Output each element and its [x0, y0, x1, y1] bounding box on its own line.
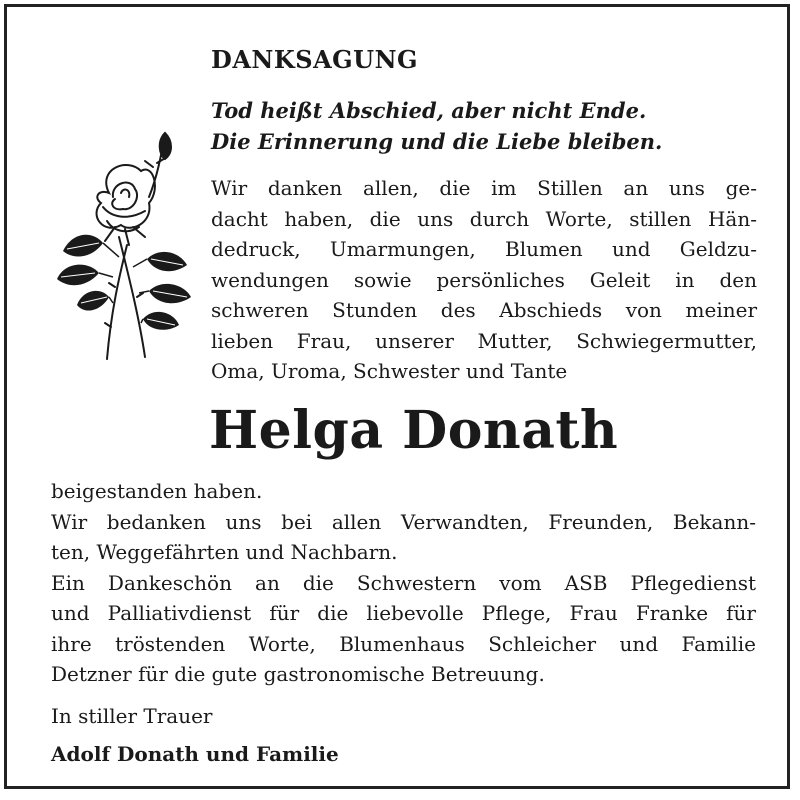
signature: Adolf Donath und Familie	[51, 742, 339, 766]
deceased-name: Helga Donath	[209, 400, 619, 461]
motto-line: Tod heißt Abschied, aber nicht Ende.	[211, 98, 647, 123]
motto	[211, 95, 662, 157]
obituary-notice	[4, 4, 790, 789]
intro-line: Oma, Uroma, Schwester und Tante	[211, 359, 568, 383]
body-line: ihre tröstenden Worte, Blumenhaus Schleicher und Familie	[51, 631, 756, 656]
body-line: ten, Weggefährten und Nachbarn.	[51, 540, 398, 564]
intro-paragraph	[211, 173, 757, 387]
intro-line: dedruck, Umarmungen, Blumen und Geldzu-	[211, 237, 757, 261]
rose-icon	[49, 127, 199, 367]
intro-line: schweren Stunden des Abschieds von meiner	[211, 298, 757, 322]
intro-line: lieben Frau, unserer Mutter, Schwiegermutter,	[211, 328, 757, 353]
closing-phrase: In stiller Trauer	[51, 704, 213, 728]
intro-line: wendungen sowie persönliches Geleit in den	[211, 267, 757, 292]
body-line: und Palliativdienst für die liebevolle Pflege, Frau Franke für	[51, 601, 756, 625]
notice-heading: DANKSAGUNG	[211, 45, 419, 74]
body-line: Ein Dankeschön an die Schwestern vom ASB Pflegedienst	[51, 570, 756, 595]
intro-line: Wir danken allen, die im Stillen an uns ge-	[211, 176, 757, 200]
body-line: beigestanden haben.	[51, 479, 263, 503]
motto-line: Die Erinnerung und die Liebe bleiben.	[211, 129, 663, 154]
body-line: Detzner für die gute gastronomische Betreuung.	[51, 662, 545, 686]
body-line: Wir bedanken uns bei allen Verwandten, Freunden, Bekann-	[51, 509, 756, 534]
intro-line: dacht haben, die uns durch Worte, stillen Hän-	[211, 206, 757, 231]
body-paragraph	[51, 476, 756, 690]
